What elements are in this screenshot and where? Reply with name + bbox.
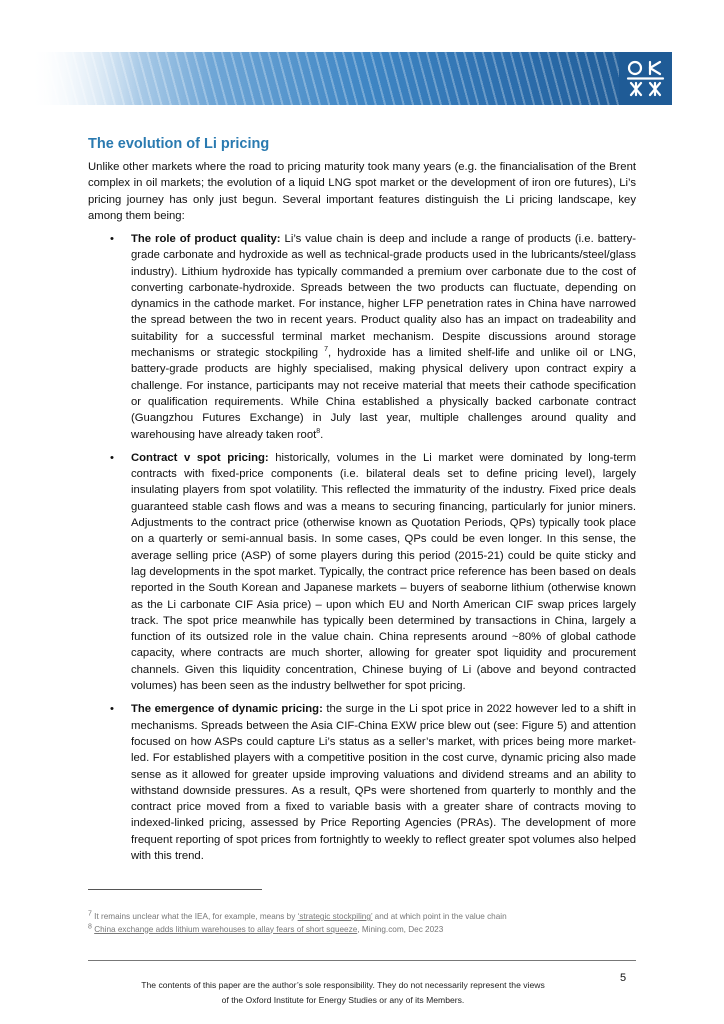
bullet-product-quality [88,231,636,443]
bullet-lead: The role of product quality: [131,233,281,245]
footnote-ref-7[interactable]: 7 [324,346,329,354]
bullet-icon: • [110,233,114,245]
footnote-number: 7 [88,910,92,918]
bullet-text-end: . [320,428,324,441]
bullet-icon: • [110,703,114,716]
bullet-list [88,231,636,871]
oies-logo [619,52,672,105]
footer-disclaimer [88,978,598,1008]
footnote-text: and at which point in the value chain [372,912,507,921]
footer-divider [88,960,636,961]
footnote-text: , Mining.com, Dec 2023 [357,924,444,934]
bullet-dynamic-pricing [88,701,636,864]
footnote-divider [88,889,262,890]
bullet-text-cont: , hydroxide has a limited shelf-life and unlike oil or LNG, battery-grade products are highly specialised, making physical delivery upon contract expiry a challenge. For instance, participants may not receive material that meets their cathode specification or qualification requirements. While China established a physically backed carbonate contract (Guangzhou Futures Exchange) in July last year, multiple challenges around quality and warehousing have already taken root [131,347,636,441]
bullet-lead: Contract v spot pricing: [131,451,269,464]
intro-paragraph: Unlike other markets where the road to pricing maturity took many years (e.g. the financialisation of the Brent complex in oil markets; the evolution of a liquid LNG spot market or the development of iron ore futures), Li’s pricing journey has only just begun. Several important features distinguish the Li pricing landscape, key among them being: [88,161,636,222]
footnote-link-china-exchange[interactable]: China exchange adds lithium warehouses to allay fears of short squeeze [94,924,358,934]
header-banner [0,52,724,105]
footnote-number: 8 [88,922,92,930]
footnotes [88,911,636,936]
banner-fade [0,52,140,105]
footnote-ref-8[interactable]: 8 [316,427,321,435]
bullet-lead: The emergence of dynamic pricing: [131,703,323,716]
oies-logo-icon [625,58,666,99]
footnote-7 [88,911,636,924]
footer-line-2: of the Oxford Institute for Energy Studies or any of its Members. [221,995,465,1005]
bullet-text: Li’s value chain is deep and include a range of products (i.e. battery-grade carbonate and hydroxide as well as technical-grade products used in the lubricants/steel/glass industry). Lithium hydroxide has typically commanded a premium over carbonate due to the cost of converting carbonate-hydroxide. Spreads between the two products can fluctuate, depending on dynamics in the cathode market. For instance, higher LFP penetration rates in China have narrowed the spread between the two in recent years. Product quality also has an impact on tradeability and suitability for a successful terminal market mechanism. Despite discussions around storage mechanisms or strategic stockpiling [131,233,636,360]
footnote-link-strategic-stockpiling[interactable]: ‘strategic stockpiling’ [297,912,373,921]
footer-line-1: The contents of this paper are the author’s sole responsibility. They do not necessarily represent the views [141,980,545,990]
footnote-text: It remains unclear what the IEA, for example, means by [91,912,298,921]
page-number: 5 [620,972,627,984]
bullet-text: the surge in the Li spot price in 2022 however led to a shift in mechanisms. Spreads between the Asia CIF-China EXW price blew out (see: Figure 5) and attention focused on how ASPs could capture Li’s status as a seller’s market, with prices being more market-led. For established players with a competitive position in the cost curve, dynamic pricing also made sense as it allowed for greater upside improving valuations and dividend streams and an ability to withstand downside pressures. As a result, QPs were shortened from quarterly to monthly and the contract price moved from a fixed to variable basis with a greater share of contracts moving to indexed-linked pricing, assessed by Price Reporting Agencies (PRAs). The development of more frequent reporting of spot prices from fortnightly to weekly to reflect greater spot volumes also helped with this trend. [131,703,636,862]
bullet-text: historically, volumes in the Li market were dominated by long-term contracts with fixed-price components (i.e. bilateral deals set to define pricing level), largely insulating players from spot volatility. This reflected the immaturity of the industry. Fixed price deals guaranteed stable cash flows and was a means to securing financing, particularly for junior miners. Adjustments to the contract price (otherwise known as Quotation Periods, QPs) typically took place on a quarterly or semi-annual basis. In some cases, QPs could be even longer. In this sense, the average selling price (ASP) of some players during this period (2015-21) could be quite sticky and lag developments in the spot market. Typically, the contract price reference has been based on deals reported in the South Korean and Japanese markets – buyers of seaborne lithium (otherwise known as the Li carbonate CIF Asia price) – upon which EU and North American CIF swap prices largely track. The spot price meanwhile has typically been determined by transactions in China, largely a function of its outsized role in the value chain. China represents around ~80% of global cathode capacity, where contracts are much shorter, allowing for greater spot liquidity and procurement channels. Given this liquidity concentration, Chinese buying of Li (above and beyond contracted volumes) has been seen as the industry bellwether for spot pricing. [131,451,636,693]
bullet-icon: • [110,451,114,464]
section-title: The evolution of Li pricing [88,136,270,152]
bullet-contract-spot [88,450,636,694]
footnote-8 [88,924,636,937]
